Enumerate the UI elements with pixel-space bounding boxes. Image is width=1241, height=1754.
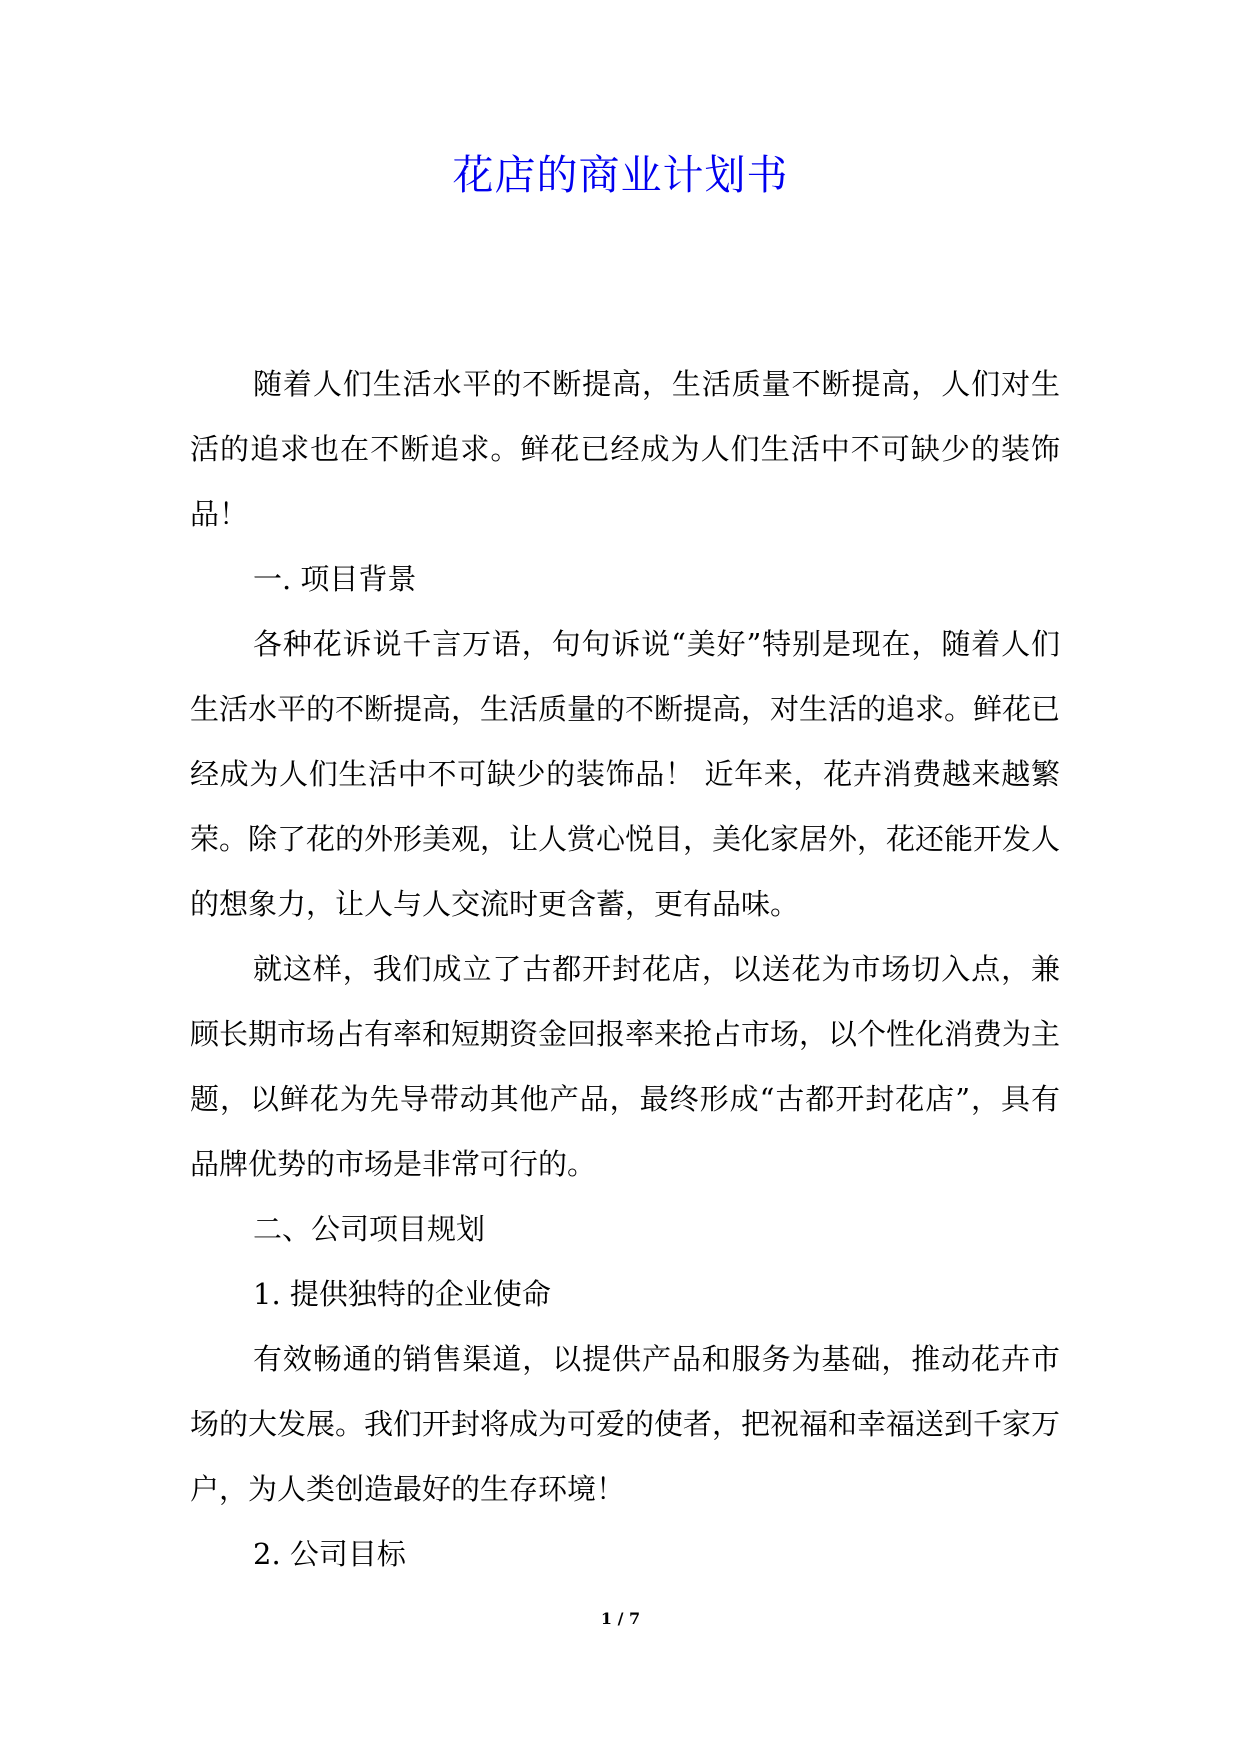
subheading-mission: 1. 提供独特的企业使命 <box>253 1277 551 1311</box>
section-heading-project-background: 一. 项目背景 <box>253 562 417 596</box>
paragraph-flower-shop: 就这样，我们成立了古都开封花店，以送花为市场切入点，兼顾长期市场占有率和短期资金回报率来抢占市场，以个性化消费为主题，以鲜花为先导带动其他产品，最终形成“古都开封花店”，具有品牌优势的市场是非常可行的。 <box>190 952 1061 1181</box>
paragraph-background: 各种花诉说千言万语，句句诉说“美好”特别是现在，随着人们生活水平的不断提高，生活质量的不断提高，对生活的追求。鲜花已经成为人们生活中不可缺少的装饰品！ 近年来，花卉消费越来越繁荣。除了花的外形美观，让人赏心悦目，美化家居外，花还能开发人的想象力，让人与人交流时更含蓄，更有品味。 <box>190 627 1061 921</box>
paragraph-intro: 随着人们生活水平的不断提高，生活质量不断提高，人们对生活的追求也在不断追求。鲜花已经成为人们生活中不可缺少的装饰品！ <box>190 367 1060 531</box>
page-number: 1 / 7 <box>600 1609 641 1628</box>
section-heading-company-planning: 二、公司项目规划 <box>253 1212 486 1246</box>
document-body <box>190 352 1060 1587</box>
document-title: 花店的商业计划书 <box>452 151 789 199</box>
paragraph-mission: 有效畅通的销售渠道，以提供产品和服务为基础，推动花卉市场的大发展。我们开封将成为可爱的使者，把祝福和幸福送到千家万户，为人类创造最好的生存环境！ <box>190 1342 1061 1506</box>
subheading-company-goals: 2. 公司目标 <box>253 1537 406 1571</box>
